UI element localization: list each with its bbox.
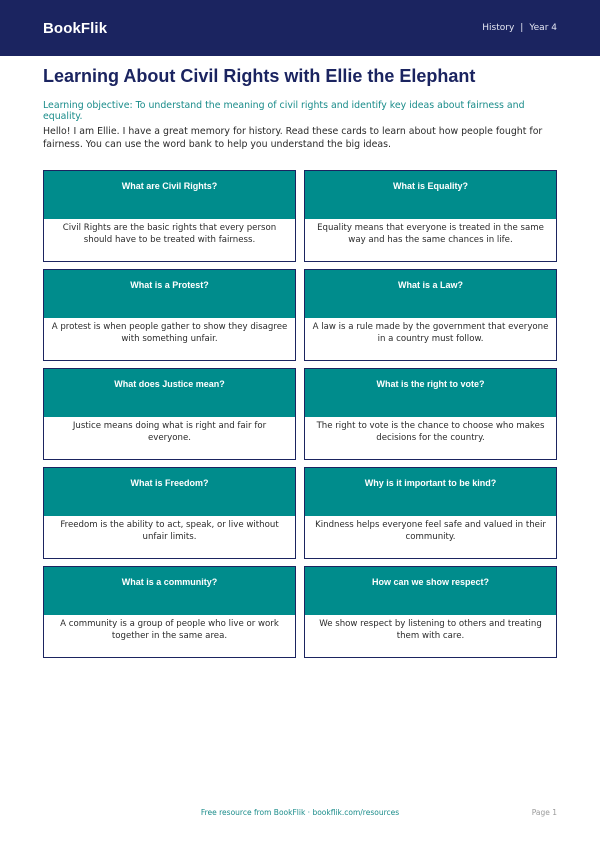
card-answer: A law is a rule made by the government that everyone in a country must follow. (312, 322, 549, 344)
card-answer: We show respect by listening to others and treating them with care. (319, 619, 542, 641)
card-freedom (43, 467, 296, 559)
learning-objective: Learning objective: To understand the meaning of civil rights and identify key ideas about fairness and equality. (43, 100, 525, 122)
card-answer: The right to vote is the chance to choose who makes decisions for the country. (316, 421, 545, 443)
card-question: What is Freedom? (44, 468, 295, 516)
card-law (304, 269, 557, 361)
card-answer: Kindness helps everyone feel safe and valued in their community. (315, 520, 546, 542)
card-question: What is a Law? (305, 270, 556, 318)
top-banner (0, 0, 600, 56)
card-community (43, 566, 296, 658)
card-answer: A protest is when people gather to show they disagree with something unfair. (51, 322, 288, 344)
footer-resource-link[interactable]: Free resource from BookFlik · bookflik.com/resources (200, 808, 400, 817)
card-question: What is a Protest? (44, 270, 295, 318)
card-civil-rights (43, 170, 296, 262)
card-equality (304, 170, 557, 262)
card-answer: Equality means that everyone is treated in the same way and has the same chances in life. (317, 223, 544, 245)
page-title: Learning About Civil Rights with Ellie the Elephant (43, 66, 476, 86)
card-right-to-vote (304, 368, 557, 460)
brand-logo: BookFlik (43, 19, 108, 37)
page-number: Page 1 (531, 808, 557, 817)
card-protest (43, 269, 296, 361)
card-respect (304, 566, 557, 658)
card-kindness (304, 467, 557, 559)
card-question: How can we show respect? (305, 567, 556, 615)
card-question: What does Justice mean? (44, 369, 295, 417)
card-answer: Civil Rights are the basic rights that every person should have to be treated with fairness. (62, 223, 277, 245)
card-justice (43, 368, 296, 460)
card-answer: A community is a group of people who live or work together in the same area. (60, 619, 279, 641)
card-question: What is a community? (44, 567, 295, 615)
card-question: What is the right to vote? (305, 369, 556, 417)
card-grid (43, 170, 557, 658)
subject-label: History (482, 23, 515, 33)
year-label: Year 4 (529, 23, 557, 33)
subject-year-label (482, 23, 557, 33)
page-footer (0, 808, 600, 820)
intro-paragraph: Hello! I am Ellie. I have a great memory for history. Read these cards to learn about how people fought for fairness. You can use the word bank to help you understand the big ideas. (43, 126, 543, 150)
card-answer: Justice means doing what is right and fair for everyone. (72, 421, 267, 443)
meta-separator: | (520, 23, 524, 33)
card-question: What are Civil Rights? (44, 171, 295, 219)
card-question: What is Equality? (305, 171, 556, 219)
card-question: Why is it important to be kind? (305, 468, 556, 516)
card-answer: Freedom is the ability to act, speak, or live without unfair limits. (60, 520, 279, 542)
